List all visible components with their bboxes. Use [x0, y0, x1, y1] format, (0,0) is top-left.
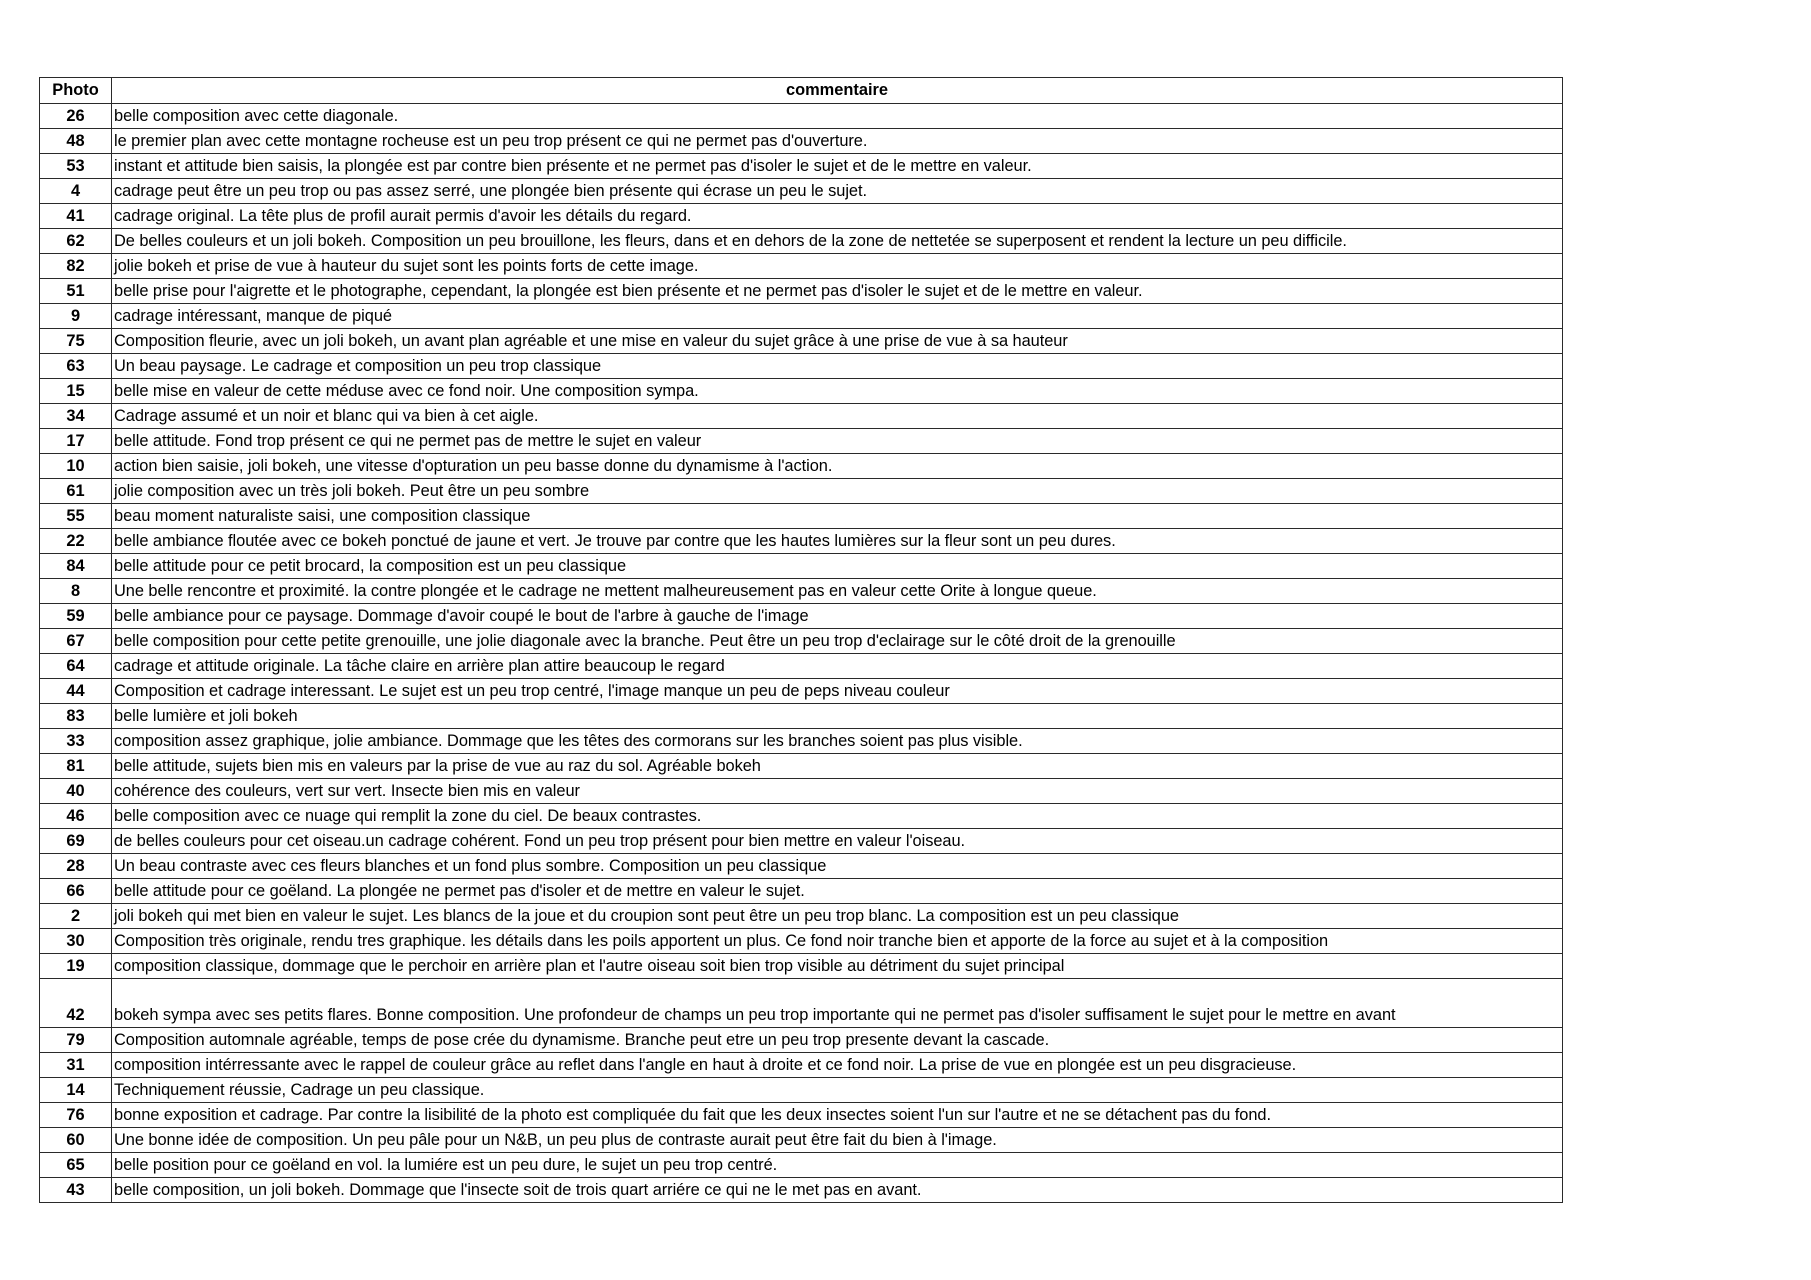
table-row — [40, 654, 1563, 679]
photo-number-cell: 76 — [40, 1103, 112, 1128]
photo-number-cell: 81 — [40, 754, 112, 779]
comment-cell: Cadrage assumé et un noir et blanc qui va bien à cet aigle. — [112, 404, 1563, 429]
header-row — [40, 78, 1563, 104]
comment-cell: belle composition, un joli bokeh. Dommage que l'insecte soit de trois quart arriére ce qui ne le met pas en avant. — [112, 1178, 1563, 1203]
table-row — [40, 804, 1563, 829]
photo-number-cell: 10 — [40, 454, 112, 479]
comment-cell: jolie composition avec un très joli bokeh. Peut être un peu sombre — [112, 479, 1563, 504]
photo-number-cell: 40 — [40, 779, 112, 804]
photo-number-cell: 22 — [40, 529, 112, 554]
photo-number-cell: 62 — [40, 229, 112, 254]
table-row — [40, 754, 1563, 779]
comment-cell: belle attitude, sujets bien mis en valeurs par la prise de vue au raz du sol. Agréable bokeh — [112, 754, 1563, 779]
comment-cell: instant et attitude bien saisis, la plongée est par contre bien présente et ne permet pas d'isoler le sujet et de le mettre en valeur. — [112, 154, 1563, 179]
comment-cell: Composition et cadrage interessant. Le sujet est un peu trop centré, l'image manque un peu de peps niveau couleur — [112, 679, 1563, 704]
table-row — [40, 429, 1563, 454]
table-row — [40, 1028, 1563, 1053]
photo-number-cell: 67 — [40, 629, 112, 654]
photo-number-cell: 48 — [40, 129, 112, 154]
photo-number-cell: 19 — [40, 954, 112, 979]
table-row — [40, 229, 1563, 254]
comment-cell: belle ambiance pour ce paysage. Dommage d'avoir coupé le bout de l'arbre à gauche de l'image — [112, 604, 1563, 629]
comment-cell: belle attitude. Fond trop présent ce qui ne permet pas de mettre le sujet en valeur — [112, 429, 1563, 454]
comment-cell: cohérence des couleurs, vert sur vert. Insecte bien mis en valeur — [112, 779, 1563, 804]
table-row — [40, 1078, 1563, 1103]
photo-number-cell: 66 — [40, 879, 112, 904]
table-row — [40, 704, 1563, 729]
photo-number-cell: 43 — [40, 1178, 112, 1203]
table-row — [40, 729, 1563, 754]
comment-cell: Techniquement réussie, Cadrage un peu classique. — [112, 1078, 1563, 1103]
table-row — [40, 954, 1563, 979]
photo-number-cell: 42 — [40, 979, 112, 1028]
table-row — [40, 254, 1563, 279]
comment-cell: beau moment naturaliste saisi, une composition classique — [112, 504, 1563, 529]
photo-number-cell: 9 — [40, 304, 112, 329]
comment-cell: composition classique, dommage que le perchoir en arrière plan et l'autre oiseau soit bien trop visible au détriment du sujet principal — [112, 954, 1563, 979]
table-row — [40, 204, 1563, 229]
comment-cell: belle lumière et joli bokeh — [112, 704, 1563, 729]
table-row — [40, 179, 1563, 204]
table-row — [40, 629, 1563, 654]
comment-cell: Un beau paysage. Le cadrage et composition un peu trop classique — [112, 354, 1563, 379]
table-row — [40, 279, 1563, 304]
table-row — [40, 479, 1563, 504]
comment-cell: de belles couleurs pour cet oiseau.un cadrage cohérent. Fond un peu trop présent pour bien mettre en valeur l'oiseau. — [112, 829, 1563, 854]
comment-cell: belle composition pour cette petite grenouille, une jolie diagonale avec la branche. Peut être un peu trop d'eclairage sur le côté droit de la grenouille — [112, 629, 1563, 654]
photo-number-cell: 55 — [40, 504, 112, 529]
photo-number-cell: 65 — [40, 1153, 112, 1178]
comment-cell: Une belle rencontre et proximité. la contre plongée et le cadrage ne mettent malheureusement pas en valeur cette Orite à longue queue. — [112, 579, 1563, 604]
table-row — [40, 554, 1563, 579]
table-row — [40, 504, 1563, 529]
photo-number-cell: 61 — [40, 479, 112, 504]
photo-number-cell: 15 — [40, 379, 112, 404]
table-row — [40, 129, 1563, 154]
comment-cell: jolie bokeh et prise de vue à hauteur du sujet sont les points forts de cette image. — [112, 254, 1563, 279]
photo-number-cell: 51 — [40, 279, 112, 304]
photo-number-cell: 59 — [40, 604, 112, 629]
photo-number-cell: 69 — [40, 829, 112, 854]
comment-cell: Un beau contraste avec ces fleurs blanches et un fond plus sombre. Composition un peu classique — [112, 854, 1563, 879]
table-row — [40, 404, 1563, 429]
photo-number-cell: 28 — [40, 854, 112, 879]
comment-cell: cadrage peut être un peu trop ou pas assez serré, une plongée bien présente qui écrase un peu le sujet. — [112, 179, 1563, 204]
comment-cell: belle composition avec ce nuage qui remplit la zone du ciel. De beaux contrastes. — [112, 804, 1563, 829]
photo-number-cell: 75 — [40, 329, 112, 354]
comment-cell: joli bokeh qui met bien en valeur le sujet. Les blancs de la joue et du croupion sont peut être un peu trop blanc. La composition est un peu classique — [112, 904, 1563, 929]
comment-cell: De belles couleurs et un joli bokeh. Composition un peu brouillone, les fleurs, dans et en dehors de la zone de nettetée se superposent et rendent la lecture un peu difficile. — [112, 229, 1563, 254]
photo-number-cell: 2 — [40, 904, 112, 929]
table-row — [40, 779, 1563, 804]
comment-cell: bokeh sympa avec ses petits flares. Bonne composition. Une profondeur de champs un peu trop importante qui ne permet pas d'isoler suffisament le sujet pour le mettre en avant — [112, 979, 1563, 1028]
photo-column-header: Photo — [40, 78, 112, 104]
table-row — [40, 879, 1563, 904]
table-row — [40, 354, 1563, 379]
comments-table — [39, 77, 1563, 1203]
photo-number-cell: 46 — [40, 804, 112, 829]
table-row — [40, 104, 1563, 129]
table-row — [40, 979, 1563, 1028]
photo-number-cell: 31 — [40, 1053, 112, 1078]
comment-cell: belle position pour ce goëland en vol. la lumiére est un peu dure, le sujet un peu trop centré. — [112, 1153, 1563, 1178]
comment-cell: cadrage original. La tête plus de profil aurait permis d'avoir les détails du regard. — [112, 204, 1563, 229]
table-row — [40, 1103, 1563, 1128]
table-row — [40, 929, 1563, 954]
comment-cell: cadrage intéressant, manque de piqué — [112, 304, 1563, 329]
photo-number-cell: 82 — [40, 254, 112, 279]
table-row — [40, 604, 1563, 629]
table-row — [40, 529, 1563, 554]
comment-cell: action bien saisie, joli bokeh, une vitesse d'opturation un peu basse donne du dynamisme à l'action. — [112, 454, 1563, 479]
photo-number-cell: 79 — [40, 1028, 112, 1053]
photo-number-cell: 84 — [40, 554, 112, 579]
comment-cell: belle attitude pour ce goëland. La plongée ne permet pas d'isoler et de mettre en valeur le sujet. — [112, 879, 1563, 904]
photo-number-cell: 83 — [40, 704, 112, 729]
comment-cell: Composition automnale agréable, temps de pose crée du dynamisme. Branche peut etre un peu trop presente devant la cascade. — [112, 1028, 1563, 1053]
table-row — [40, 304, 1563, 329]
table-row — [40, 329, 1563, 354]
comment-cell: Composition très originale, rendu tres graphique. les détails dans les poils apportent un plus. Ce fond noir tranche bien et apporte de la force au sujet et à la composition — [112, 929, 1563, 954]
comment-cell: belle mise en valeur de cette méduse avec ce fond noir. Une composition sympa. — [112, 379, 1563, 404]
photo-number-cell: 53 — [40, 154, 112, 179]
comment-cell: composition assez graphique, jolie ambiance. Dommage que les têtes des cormorans sur les branches soient pas plus visible. — [112, 729, 1563, 754]
table-row — [40, 829, 1563, 854]
comment-cell: Une bonne idée de composition. Un peu pâle pour un N&B, un peu plus de contraste aurait peut être fait du bien à l'image. — [112, 1128, 1563, 1153]
table-row — [40, 904, 1563, 929]
comment-cell: bonne exposition et cadrage. Par contre la lisibilité de la photo est compliquée du fait que les deux insectes soient l'un sur l'autre et ne se détachent pas du fond. — [112, 1103, 1563, 1128]
table-body — [40, 104, 1563, 1203]
photo-number-cell: 63 — [40, 354, 112, 379]
photo-number-cell: 14 — [40, 1078, 112, 1103]
photo-number-cell: 4 — [40, 179, 112, 204]
table-row — [40, 1153, 1563, 1178]
photo-number-cell: 41 — [40, 204, 112, 229]
photo-number-cell: 30 — [40, 929, 112, 954]
table-row — [40, 454, 1563, 479]
comment-cell: belle attitude pour ce petit brocard, la composition est un peu classique — [112, 554, 1563, 579]
photo-number-cell: 34 — [40, 404, 112, 429]
photo-number-cell: 44 — [40, 679, 112, 704]
comment-column-header: commentaire — [112, 78, 1563, 104]
table-row — [40, 679, 1563, 704]
table-row — [40, 154, 1563, 179]
photo-number-cell: 17 — [40, 429, 112, 454]
comment-cell: Composition fleurie, avec un joli bokeh, un avant plan agréable et une mise en valeur du sujet grâce à une prise de vue à sa hauteur — [112, 329, 1563, 354]
photo-number-cell: 26 — [40, 104, 112, 129]
table-row — [40, 1128, 1563, 1153]
photo-number-cell: 8 — [40, 579, 112, 604]
comment-cell: belle composition avec cette diagonale. — [112, 104, 1563, 129]
comment-cell: cadrage et attitude originale. La tâche claire en arrière plan attire beaucoup le regard — [112, 654, 1563, 679]
table-row — [40, 579, 1563, 604]
table-row — [40, 854, 1563, 879]
photo-number-cell: 33 — [40, 729, 112, 754]
comment-cell: belle prise pour l'aigrette et le photographe, cependant, la plongée est bien présente et ne permet pas d'isoler le sujet et de le mettre en valeur. — [112, 279, 1563, 304]
photo-number-cell: 64 — [40, 654, 112, 679]
photo-number-cell: 60 — [40, 1128, 112, 1153]
table-row — [40, 1053, 1563, 1078]
comment-cell: le premier plan avec cette montagne rocheuse est un peu trop présent ce qui ne permet pas d'ouverture. — [112, 129, 1563, 154]
comment-cell: belle ambiance floutée avec ce bokeh ponctué de jaune et vert. Je trouve par contre que les hautes lumières sur la fleur sont un peu dures. — [112, 529, 1563, 554]
table-row — [40, 379, 1563, 404]
table-row — [40, 1178, 1563, 1203]
comment-cell: composition intérressante avec le rappel de couleur grâce au reflet dans l'angle en haut à droite et ce fond noir. La prise de vue en plongée est un peu disgracieuse. — [112, 1053, 1563, 1078]
